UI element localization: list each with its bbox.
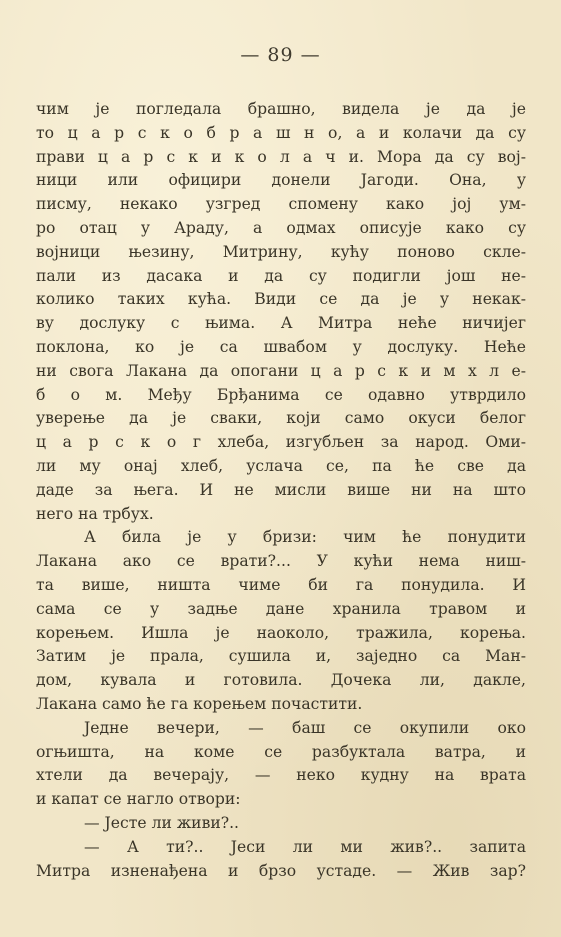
text-line: чим је погледала брашно, видела је да је bbox=[36, 100, 526, 118]
text-line: Митра изненађена и брзо устаде. — Жив зар? bbox=[36, 861, 526, 880]
text-line: него на трбух. bbox=[36, 504, 154, 523]
text-line: прави ц а р с к и к о л а ч и. Мора да су вој- bbox=[36, 147, 526, 166]
text-line: поклона, ко је са швабом у дослуку. Неће bbox=[36, 337, 526, 356]
text-line: војници њезину, Митрину, кућу поново скле- bbox=[36, 242, 526, 261]
text-line: пали из дасака и да су подигли још не- bbox=[36, 266, 526, 285]
text-line: ни свога Лакана да опогани ц а р с к и м х л е- bbox=[36, 361, 526, 380]
body-text bbox=[36, 98, 526, 883]
text-line: ц а р с к о г хлеба, изгубљен за народ. Оми- bbox=[36, 433, 526, 452]
text-line: А била је у бризи: чим ће понудити bbox=[84, 528, 526, 547]
text-line: хтели да вечерају, — неко кудну на врата bbox=[36, 766, 526, 785]
text-line: то ц а р с к о б р а ш н о, а и колачи да су bbox=[36, 123, 526, 142]
text-line: ву дослуку с њима. А Митра неће ничијег bbox=[36, 314, 526, 333]
text-line: ро отац у Араду, а одмах описује како су bbox=[36, 218, 526, 237]
text-line: писму, некако узгред спомену како јој ум- bbox=[36, 195, 526, 214]
text-line: и капат се нагло отвори: bbox=[36, 790, 241, 809]
text-line: — Јесте ли живи?.. bbox=[84, 813, 240, 832]
text-line: ли му онај хлеб, услача се, па ће све да bbox=[36, 456, 526, 475]
text-line: б о м. Међу Брђанима се одавно утврдило bbox=[36, 385, 526, 404]
text-line: — А ти?.. Јеси ли ми жив?.. запита bbox=[84, 837, 526, 856]
text-line: Једне вечери, — баш се окупили око bbox=[84, 718, 526, 737]
text-line: Лакана ако се врати?... У кући нема ниш- bbox=[36, 552, 526, 571]
text-line: Затим је прала, сушила и, заједно са Ман- bbox=[36, 647, 526, 666]
text-line: корењем. Ишла је наоколо, тражила, корења. bbox=[36, 623, 526, 642]
text-line: колико таких кућа. Види се да је у некак- bbox=[36, 290, 526, 309]
text-line: Лакана само ће га корењем почастити. bbox=[36, 694, 363, 713]
text-line: огњишта, на коме се разбуктала ватра, и bbox=[36, 742, 526, 761]
text-line: даде за њега. И не мисли више ни на што bbox=[36, 480, 526, 499]
text-line: сама се у задње дане хранила травом и bbox=[36, 599, 526, 618]
text-line: дом, кувала и готовила. Дочека ли, дакле, bbox=[36, 671, 526, 690]
text-line: уверење да је сваки, који само окуси белог bbox=[36, 409, 526, 428]
text-line: та више, ништа чиме би га понудила. И bbox=[36, 575, 526, 594]
text-line: ници или официри донели Јагоди. Она, у bbox=[36, 171, 526, 190]
page-number: — 89 — bbox=[240, 44, 321, 66]
